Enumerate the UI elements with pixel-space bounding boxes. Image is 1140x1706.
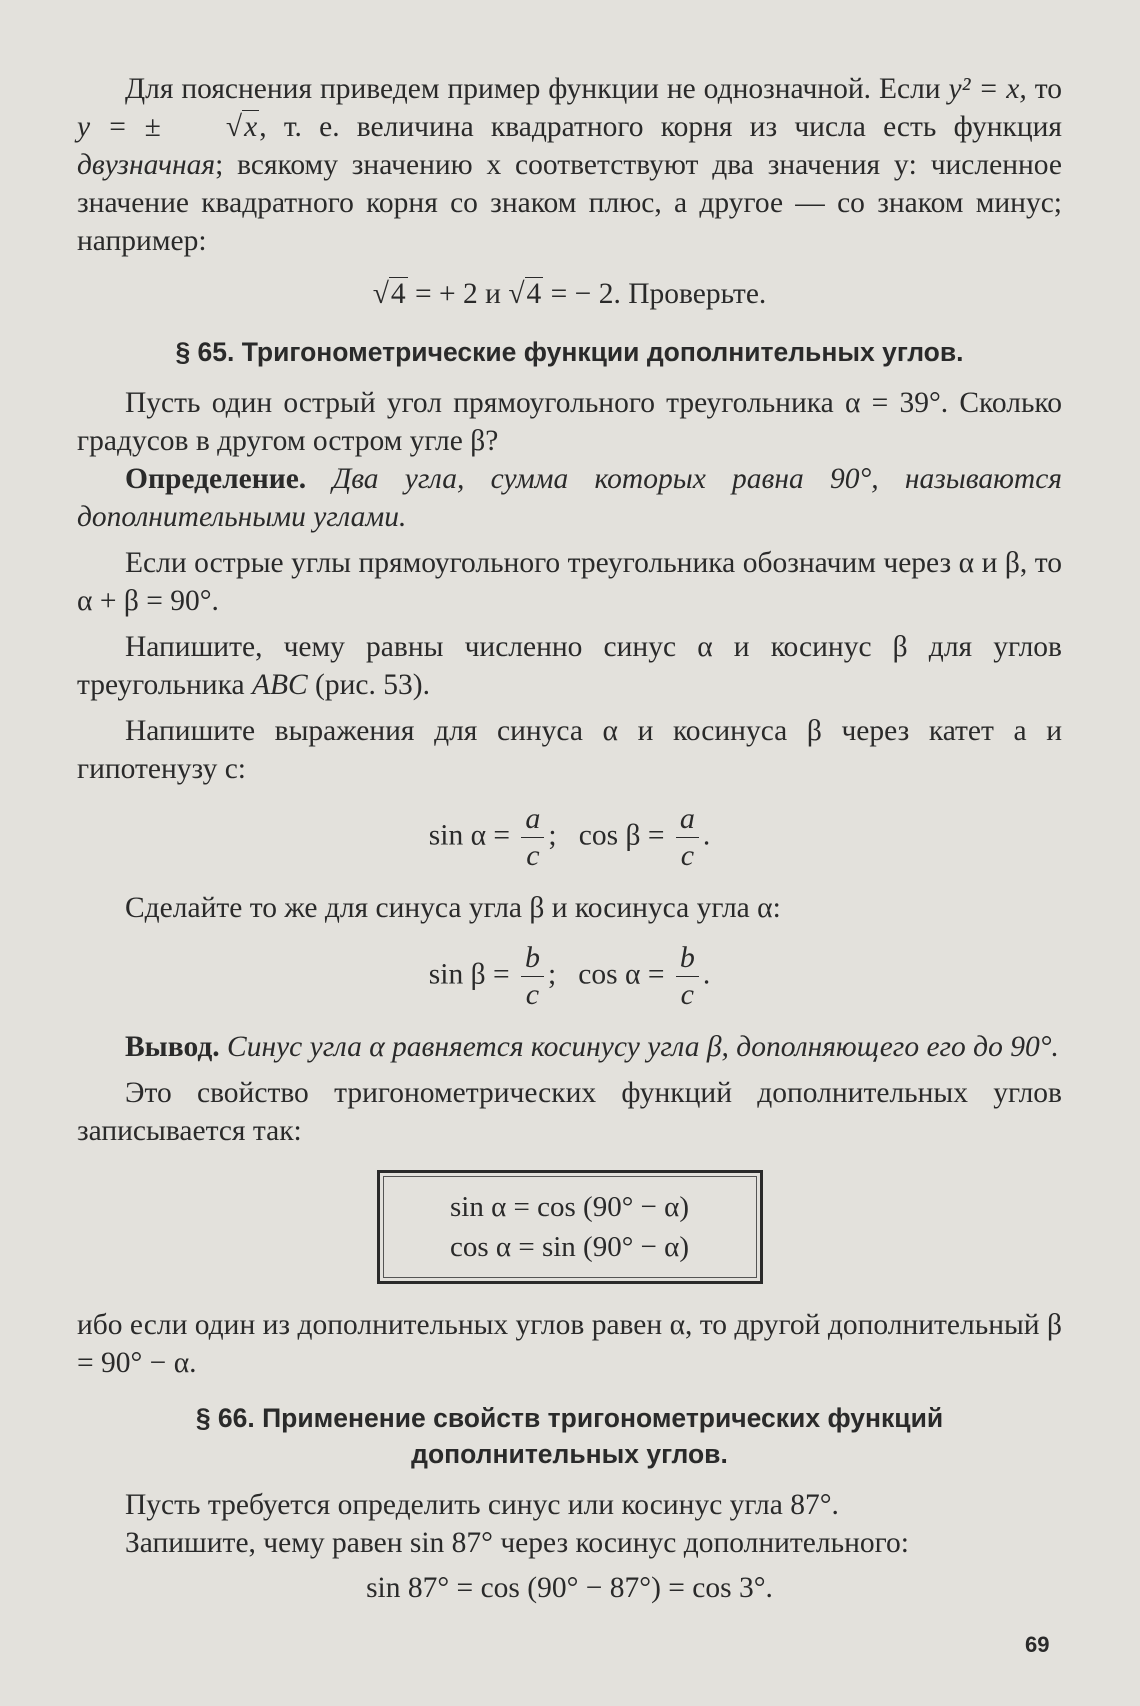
intro-y-squared: y² = x, (948, 73, 1027, 105)
s65-paragraph-1: Пусть один острый угол прямоугольного треугольника α = 39°. Сколько градусов в другом остром угле β? (77, 387, 1062, 457)
check-word: Проверьте. (620, 278, 767, 310)
den-c-1: c (526, 839, 540, 872)
num-a-1: a (521, 804, 544, 838)
s65-paragraph-7: ибо если один из дополнительных углов равен α, то другой дополнительный β = 90° − α. (77, 1309, 1062, 1379)
sqrt-x: √x (225, 111, 258, 143)
section-65-title (77, 334, 1062, 370)
formula-sin-beta-cos-alpha (77, 943, 1062, 1010)
separator-2: ; (547, 958, 557, 991)
identity-sin: sin α = cos (90° − α) (449, 1191, 689, 1223)
num-b-1: b (521, 943, 544, 977)
radicand-four-b: 4 (526, 278, 542, 310)
num-a-2: a (676, 804, 699, 838)
section-65-title-text: § 65. Тригонометрические функции дополнительных углов. (175, 337, 964, 367)
plus-two: = + 2 (407, 278, 478, 310)
separator-1: ; (548, 819, 557, 852)
s65-paragraph-2: Если острые углы прямоугольного треугольника обозначим через α и β, то α + β = 90°. (77, 547, 1062, 617)
conclusion-label: Вывод. (125, 1031, 220, 1063)
minus-two: = − 2. (543, 278, 621, 310)
definition-text: Два угла, сумма которых равна 90°, называются дополнительными углами. (77, 463, 1063, 533)
s65-paragraph-4: Напишите выражения для синуса α и косинуса β через катет a и гипотенузу c: (77, 715, 1062, 785)
identity-box-wrap (77, 1170, 1062, 1284)
page-content (77, 70, 1062, 1628)
sqrt-radicand-x: x (244, 111, 258, 143)
den-c-3: c (525, 978, 540, 1011)
definition (77, 460, 1062, 536)
triangle-abc: ABC (251, 669, 308, 701)
conclusion (77, 1028, 1062, 1066)
sqrt-example (77, 274, 1062, 314)
fraction-b-over-c-2 (676, 943, 699, 1010)
dot-2: . (702, 958, 711, 991)
identity-box (377, 1170, 763, 1284)
s66-paragraph-1: Пусть требуется определить синус или косинус угла 87°. (125, 1489, 839, 1521)
formula-sin-alpha-cos-beta (77, 804, 1062, 871)
identity-cos: cos α = sin (90° − α) (449, 1231, 689, 1263)
intro-y-equals: y = ± (77, 111, 178, 143)
fraction-b-over-c-1 (521, 943, 544, 1010)
and-word: и (477, 278, 509, 310)
fraction-a-over-c-2 (676, 804, 699, 871)
intro-rest: , т. е. величина квадратного корня из числа есть функция (259, 111, 1062, 143)
conclusion-text: Синус угла α равняется косинусу угла β, дополняющего его до 90°. (227, 1031, 1059, 1063)
radicand-four-a: 4 (390, 278, 406, 310)
page-number: 69 (1025, 1632, 1050, 1657)
s66-equation: sin 87° = cos (90° − 87°) = cos 3°. (366, 1572, 773, 1604)
cos-beta-label: cos β = (578, 819, 665, 852)
dot-1: . (702, 819, 711, 852)
sin-beta-label: sin β = (428, 958, 510, 991)
fraction-a-over-c-1 (521, 804, 544, 871)
intro-rest2: ; всякому значению x соответствуют два значения y: численное значение квадратного корня со знаком плюс, а другое — со знаком минус; например: (77, 149, 1062, 257)
s65-p3-text: Напишите, чему равны численно синус α и косинус β для углов треугольника (77, 631, 1062, 701)
s65-paragraph-5: Сделайте то же для синуса угла β и косинуса угла α: (125, 892, 781, 924)
section-66-title-line-1: § 66. Применение свойств тригонометрических функций (195, 1403, 944, 1433)
intro-twovalued: двузначная (77, 149, 216, 181)
s66-paragraph-2: Запишите, чему равен sin 87° через косинус дополнительного: (125, 1527, 909, 1559)
s65-paragraph-6: Это свойство тригонометрических функций дополнительных углов записывается так: (77, 1077, 1062, 1147)
sqrt-four-a: √4 (372, 278, 406, 310)
intro-if: Если (878, 73, 941, 105)
den-c-4: c (680, 978, 694, 1011)
intro-paragraph (77, 70, 1062, 260)
section-66-title (77, 1400, 1062, 1472)
definition-label: Определение. (125, 463, 307, 495)
figure-ref: (рис. 53). (307, 669, 430, 701)
den-c-2: c (680, 839, 695, 872)
s65-paragraph-3 (77, 628, 1062, 704)
sin-alpha-label: sin α = (428, 819, 511, 852)
num-b-2: b (676, 943, 699, 977)
sqrt-four-b: √4 (508, 278, 542, 310)
section-66-title-line-2: дополнительных углов. (411, 1439, 728, 1469)
cos-alpha-label: cos α = (578, 958, 665, 991)
intro-then: то (1034, 73, 1062, 105)
intro-line: Для пояснения приведем пример функции не однозначной. (125, 73, 872, 105)
